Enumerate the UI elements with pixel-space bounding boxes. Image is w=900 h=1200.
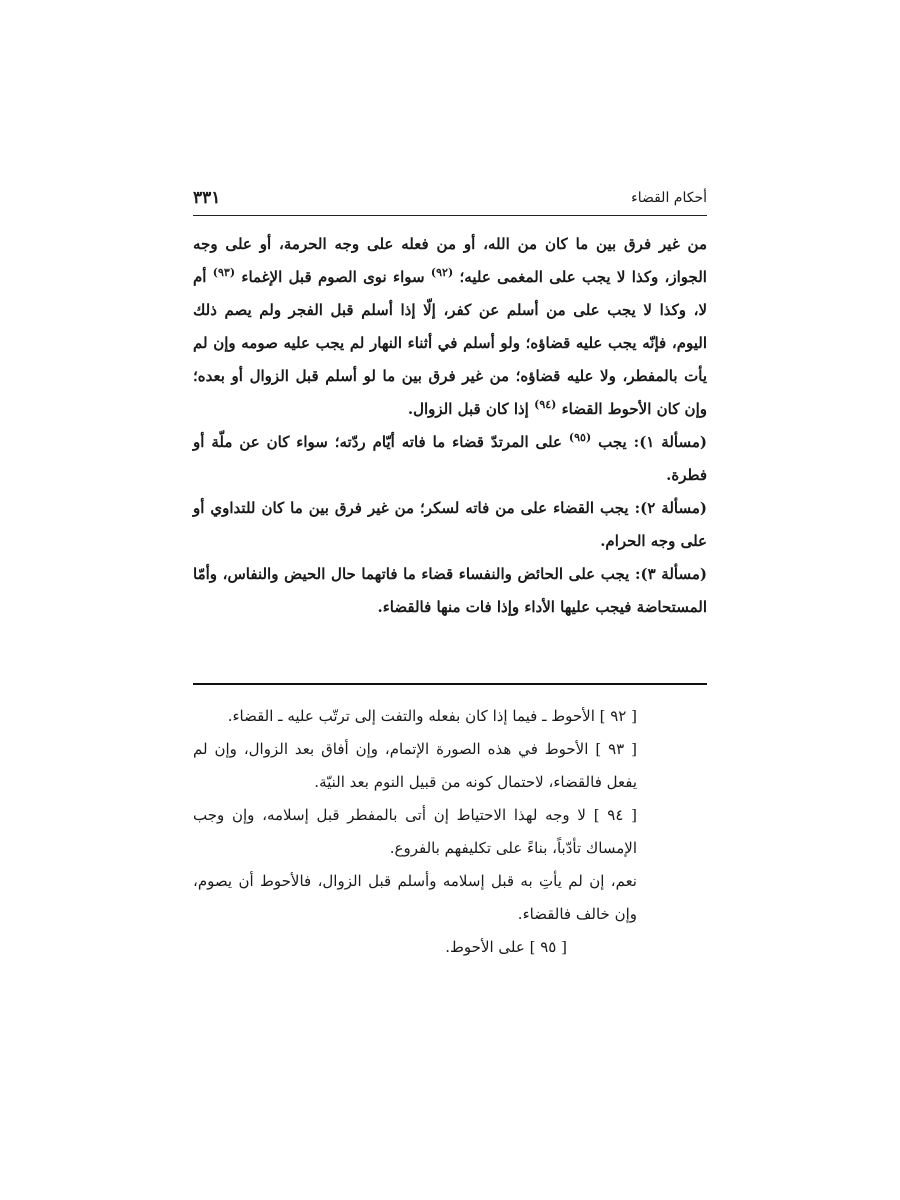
footnotes [193, 700, 707, 964]
masala-1 [193, 426, 707, 492]
text-run: من غير فرق بين ما كان من الله، أو من فعله على وجه الحرمة، أو على وجه الجواز، وكذا لا يجب على المغمى عليه؛ [193, 235, 707, 286]
masala-2 [193, 492, 707, 558]
footnote-93: [ ٩٣ ] الأحوط في هذه الصورة الإتمام، وإن أفاق بعد الزوال، وإن لم يفعل فالقضاء، لاحتمال كونه من قبيل النوم بعد النيّة. [193, 740, 637, 791]
header-title: أحكام القضاء [631, 190, 707, 206]
main-text [193, 228, 707, 624]
footnote-ref-94: (٩٤) [534, 398, 557, 411]
masala-label: (مسألة ٢): [634, 499, 707, 517]
text-run: يجب [598, 433, 627, 451]
paragraph [193, 228, 707, 426]
masala-label: (مسألة ١): [633, 433, 707, 451]
text-run: يجب على الحائض والنفساء قضاء ما فاتهما حال الحيض والنفاس، وأمّا المستحاضة فيجب عليها الأداء وإذا فات منها فالقضاء. [193, 565, 707, 616]
footnote-95: [ ٩٥ ] على الأحوط. [445, 938, 567, 956]
footnote-ref-95: (٩٥) [568, 431, 592, 444]
footnote-ref-93: (٩٣) [212, 266, 236, 279]
text-run: على المرتدّ قضاء ما فاته أيّام ردّته؛ سواء كان عن ملّة أو فطرة. [193, 433, 707, 484]
footnote-separator [193, 683, 707, 685]
running-header [193, 184, 707, 212]
text-run: سواء نوى الصوم قبل الإغماء [241, 268, 425, 286]
masala-label: (مسألة ٣): [634, 565, 707, 583]
footnote-ref-92: (٩٢) [430, 266, 454, 279]
text-run: إذا كان قبل الزوال. [407, 400, 529, 418]
masala-3 [193, 558, 707, 624]
page-number: ٣٣١ [193, 188, 221, 208]
text-run: أم لا، وكذا لا يجب على من أسلم عن كفر، إلّا إذا أسلم قبل الفجر ولم يصم ذلك اليوم، فإنّه يجب عليه قضاؤه؛ ولو أسلم في أثناء النهار لم يجب عليه صومه وإن لم يأت بالمفطر، ولا عليه قضاؤه؛ من غير فرق بين ما لو أسلم قبل الزوال أو بعده؛ وإن كان الأحوط القضاء [193, 268, 707, 418]
footnote-94: [ ٩٤ ] لا وجه لهذا الاحتياط إن أتى بالمفطر قبل إسلامه، وإن وجب الإمساك تأدّباً، بناءً على تكليفهم بالفروع. [193, 806, 637, 857]
footnote-94-cont: نعم، إن لم يأتِ به قبل إسلامه وأسلم قبل الزوال، فالأحوط أن يصوم، وإن خالف فالقضاء. [193, 872, 637, 923]
footnote-92: [ ٩٢ ] الأحوط ـ فيما إذا كان بفعله والتفت إلى ترتّب عليه ـ القضاء. [227, 707, 637, 725]
text-run: يجب القضاء على من فاته لسكر؛ من غير فرق بين ما كان للتداوي أو على وجه الحرام. [193, 499, 707, 550]
header-rule [193, 215, 707, 216]
